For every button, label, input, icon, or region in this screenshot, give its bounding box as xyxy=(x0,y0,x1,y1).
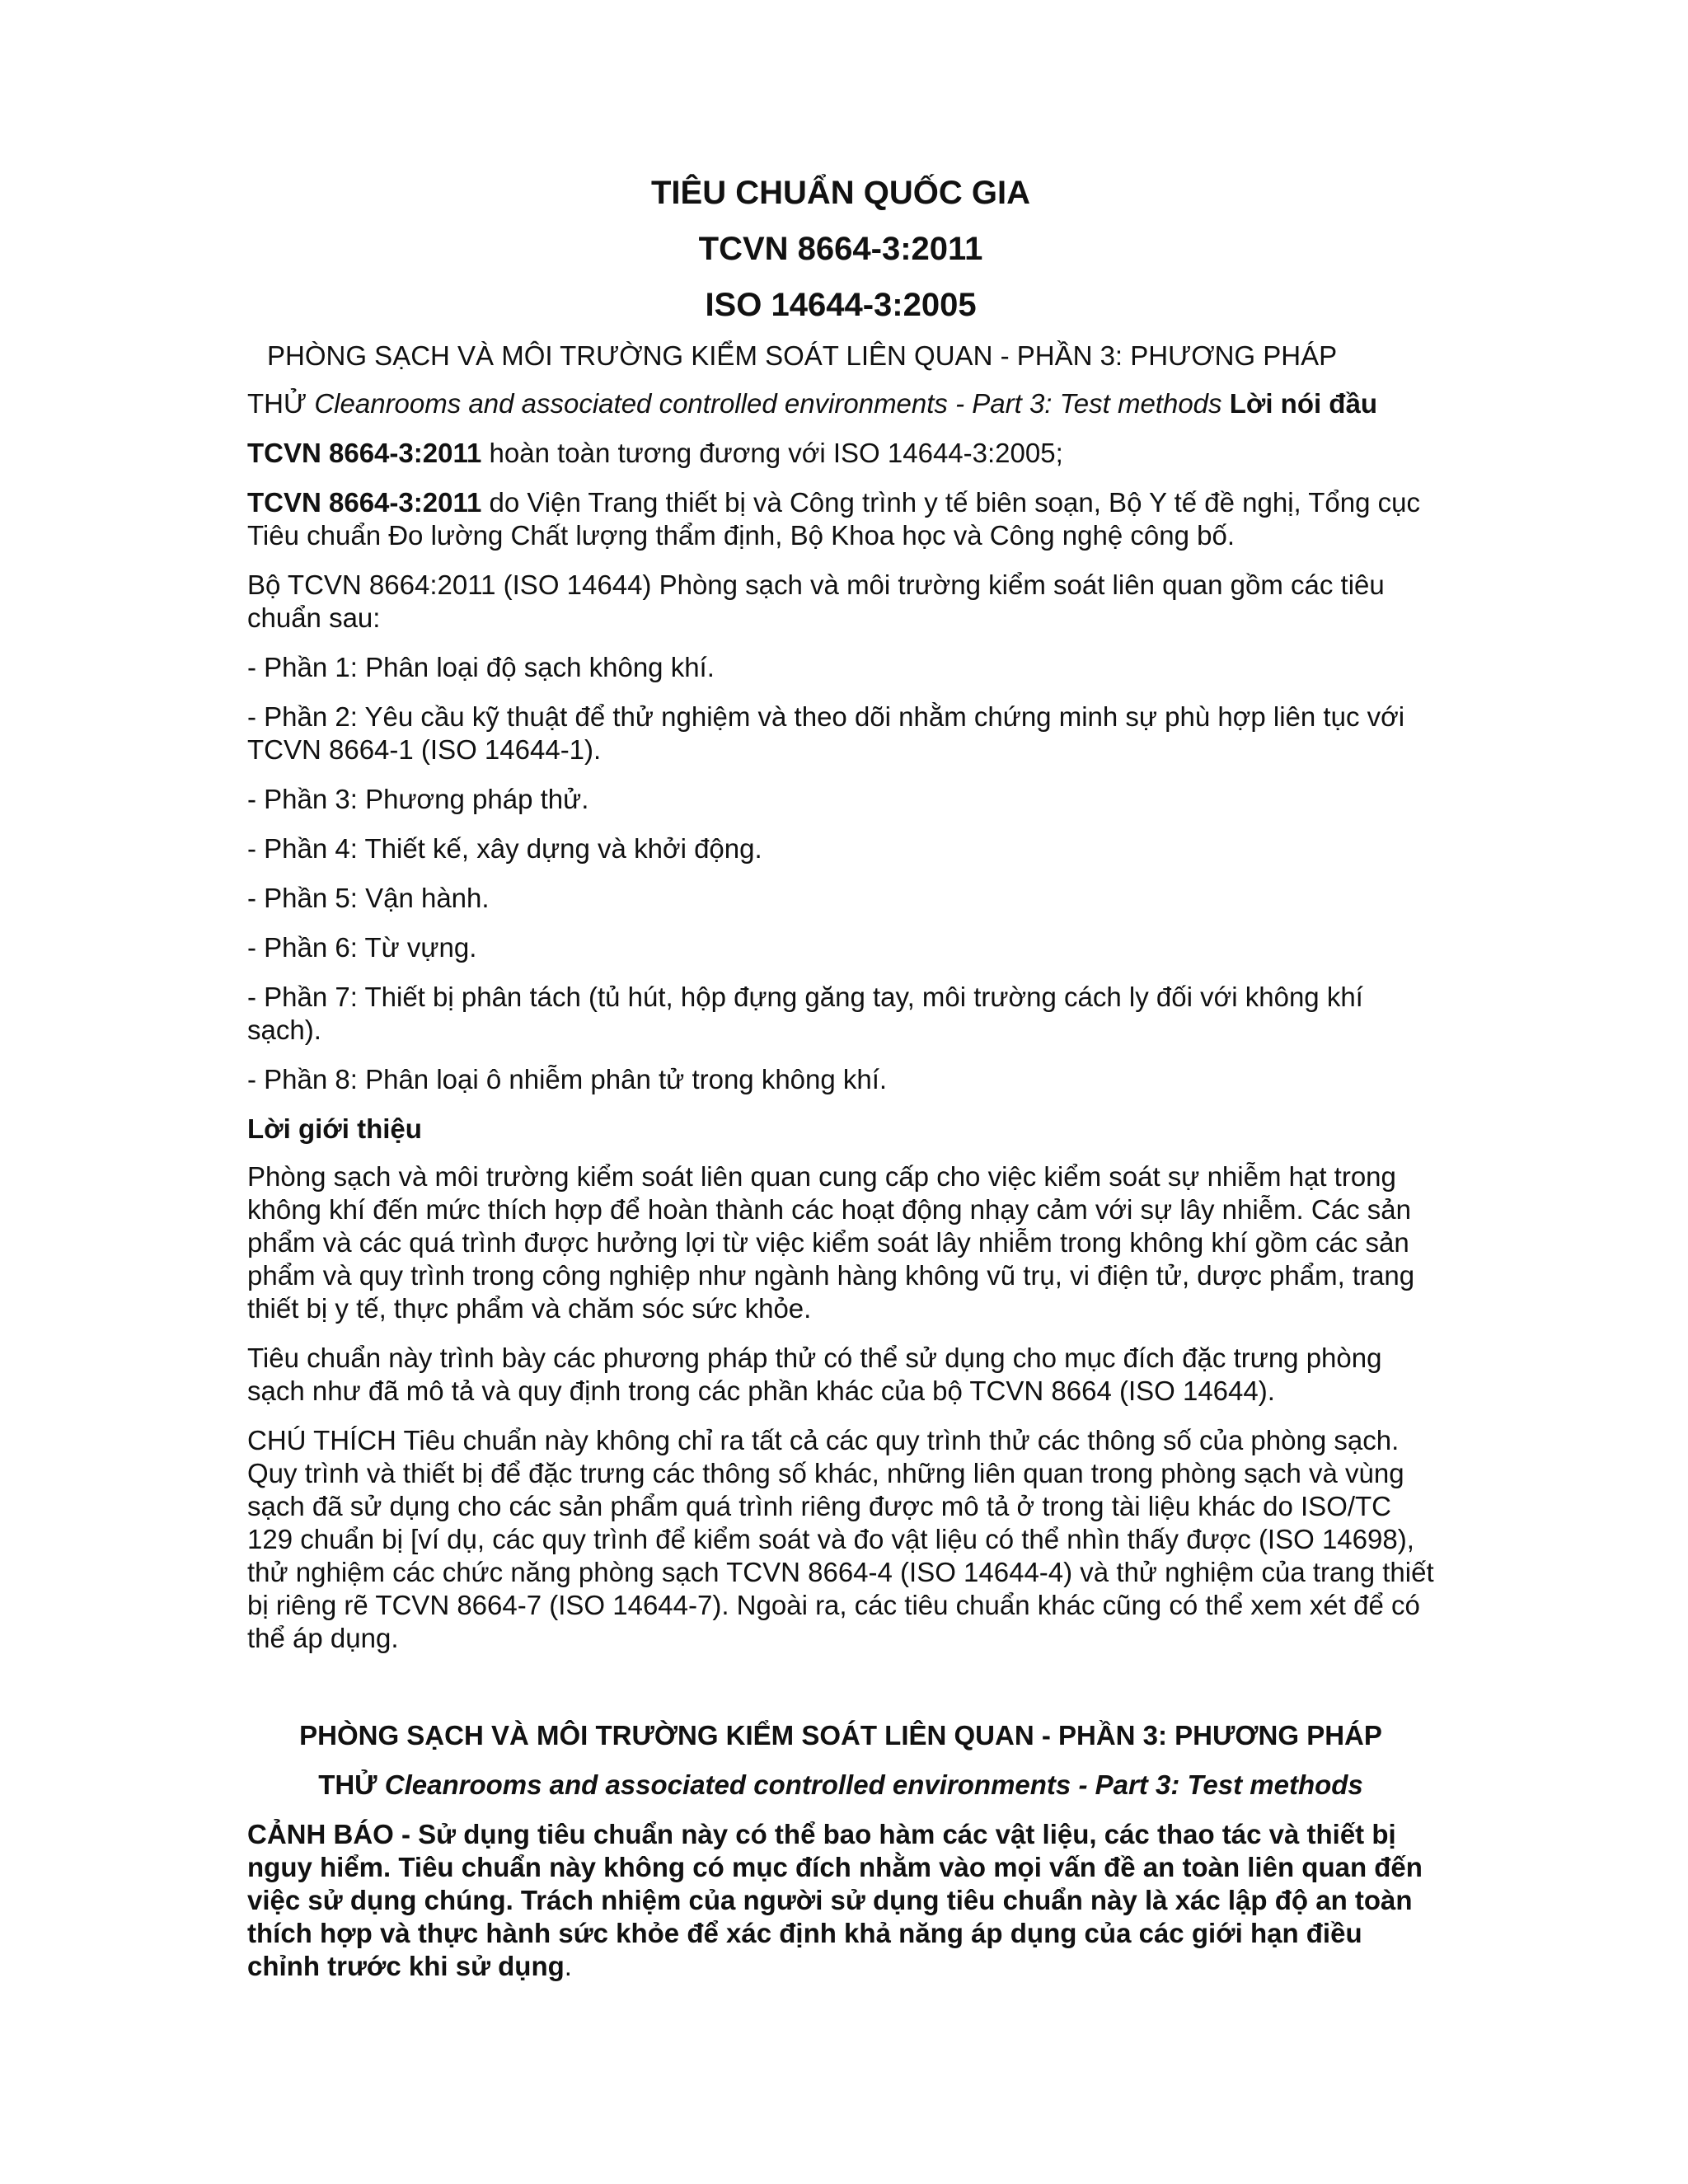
foreword-paragraph-3: Bộ TCVN 8664:2011 (ISO 14644) Phòng sạch và môi trường kiểm soát liên quan gồm các tiêu chuẩn sau: xyxy=(247,569,1385,633)
subtitle-line-2 xyxy=(247,387,1434,420)
section-title-line-1: PHÒNG SẠCH VÀ MÔI TRƯỜNG KIỂM SOÁT LIÊN QUAN - PHẦN 3: PHƯƠNG PHÁP xyxy=(299,1720,1382,1750)
warning-text: CẢNH BÁO - Sử dụng tiêu chuẩn này có thể bao hàm các vật liệu, các thao tác và thiết bị nguy hiểm. Tiêu chuẩn này không có mục đích nhằm vào mọi vấn đề an toàn liên quan đến việc sử dụng chúng. Trách nhiệm của người sử dụng tiêu chuẩn này là xác lập độ an toàn thích hợp và thực hành sức khỏe để xác định khả năng áp dụng của các giới hạn điều chỉnh trước khi sử dụng xyxy=(247,1819,1423,1981)
foreword-paragraph-1 xyxy=(247,437,1434,470)
section-title-line-2 xyxy=(247,1769,1434,1802)
list-item: - Phần 7: Thiết bị phân tách (tủ hút, hộp đựng găng tay, môi trường cách ly đối với không khí sạch). xyxy=(247,982,1363,1045)
list-item: - Phần 4: Thiết kế, xây dựng và khởi động. xyxy=(247,833,762,864)
list-item: - Phần 6: Từ vựng. xyxy=(247,932,477,963)
section-title-prefix: THỬ xyxy=(318,1769,385,1800)
subtitle-line-1: PHÒNG SẠCH VÀ MÔI TRƯỜNG KIỂM SOÁT LIÊN QUAN - PHẦN 3: PHƯƠNG PHÁP xyxy=(267,340,1338,371)
warning-paragraph xyxy=(247,1818,1434,1983)
list-item: - Phần 3: Phương pháp thử. xyxy=(247,784,589,814)
subtitle-english: Cleanrooms and associated controlled environments - Part 3: Test methods xyxy=(314,388,1222,419)
list-item: - Phần 8: Phân loại ô nhiễm phân tử trong không khí. xyxy=(247,1064,888,1094)
foreword-p2-code: TCVN 8664-3:2011 xyxy=(247,487,482,518)
standard-code: TCVN 8664-3:2011 xyxy=(698,231,983,267)
foreword-heading: Lời nói đầu xyxy=(1221,388,1377,419)
subtitle-prefix: THỬ xyxy=(247,388,315,419)
introduction-paragraph-1: Phòng sạch và môi trường kiểm soát liên quan cung cấp cho việc kiểm soát sự nhiễm hạt trong không khí đến mức thích hợp để hoàn thành các hoạt động nhạy cảm với sự lây nhiễm. Các sản phẩm và các quá trình được hưởng lợi từ việc kiểm soát lây nhiễm trong không khí gồm các sản phẩm và quy trình trong công nghiệp như ngành hàng không vũ trụ, vi điện tử, dược phẩm, trang thiết bị y tế, thực phẩm và chăm sóc sức khỏe. xyxy=(247,1161,1415,1324)
foreword-p1-text: hoàn toàn tương đương với ISO 14644-3:2005; xyxy=(481,438,1063,468)
foreword-paragraph-2 xyxy=(247,486,1434,552)
warning-end: . xyxy=(564,1951,572,1981)
foreword-p1-code: TCVN 8664-3:2011 xyxy=(247,438,482,468)
list-item: - Phần 5: Vận hành. xyxy=(247,883,490,913)
foreword-p2-text: do Viện Trang thiết bị và Công trình y tế biên soạn, Bộ Y tế đề nghị, Tổng cục Tiêu chuẩn Đo lường Chất lượng thẩm định, Bộ Khoa học và Công nghệ công bố. xyxy=(247,487,1421,551)
iso-code: ISO 14644-3:2005 xyxy=(705,287,977,323)
introduction-heading: Lời giới thiệu xyxy=(247,1113,422,1144)
list-item: - Phần 2: Yêu cầu kỹ thuật để thử nghiệm và theo dõi nhằm chứng minh sự phù hợp liên tục với TCVN 8664-1 (ISO 14644-1). xyxy=(247,701,1405,765)
introduction-paragraph-2: Tiêu chuẩn này trình bày các phương pháp thử có thể sử dụng cho mục đích đặc trưng phòng sạch như đã mô tả và quy định trong các phần khác của bộ TCVN 8664 (ISO 14644). xyxy=(247,1343,1382,1406)
introduction-note: CHÚ THÍCH Tiêu chuẩn này không chỉ ra tất cả các quy trình thử các thông số của phòng sạch. Quy trình và thiết bị để đặc trưng các thông số khác, những liên quan trong phòng sạch và vùng sạch đã sử dụng cho các sản phẩm quá trình riêng được mô tả ở trong tài liệu khác do ISO/TC 129 chuẩn bị [ví dụ, các quy trình để kiểm soát và đo vật liệu có thể nhìn thấy được (ISO 14698), thử nghiệm các chức năng phòng sạch TCVN 8664-4 (ISO 14644-4) và thử nghiệm của trang thiết bị riêng rẽ TCVN 8664-7 (ISO 14644-7). Ngoài ra, các tiêu chuẩn khác cũng có thể xem xét để có thể áp dụng. xyxy=(247,1425,1434,1653)
section-title-english: Cleanrooms and associated controlled environments - Part 3: Test methods xyxy=(384,1769,1363,1800)
list-item: - Phần 1: Phân loại độ sạch không khí. xyxy=(247,652,715,682)
document-title: TIÊU CHUẨN QUỐC GIA xyxy=(651,175,1030,211)
document-page xyxy=(247,165,1434,1983)
